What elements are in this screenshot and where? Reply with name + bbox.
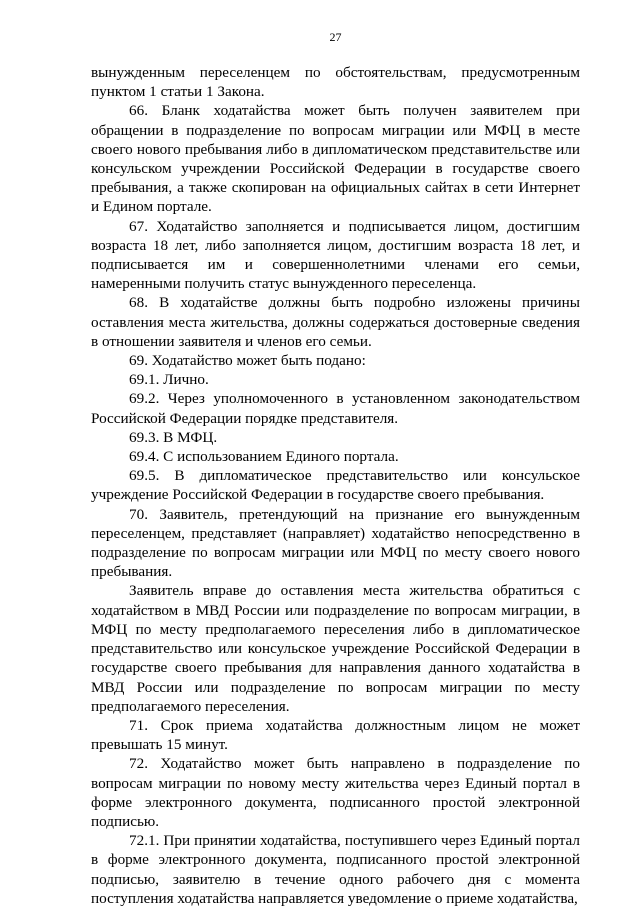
paragraph-72-1: 72.1. При принятии ходатайства, поступившего через Единый портал в форме электронного документа, подписанного простой электронной подписью, заявителю в течение одного рабочего дня с момента поступления ходатайства направляется уведомление о приеме ходатайства, — [91, 832, 580, 907]
paragraph-72: 72. Ходатайство может быть направлено в подразделение по вопросам миграции по новому месту жительства через Единый портал в форме электронного документа, подписанного простой электронной подписью. — [91, 755, 580, 830]
paragraph-69-5: 69.5. В дипломатическое представительство или консульское учреждение Российской Федерации в государстве своего пребывания. — [91, 467, 580, 504]
paragraph-69-1: 69.1. Лично. — [129, 371, 209, 389]
page-number: 27 — [329, 30, 342, 44]
paragraph: вынужденным переселенцем по обстоятельствам, предусмотренным пунктом 1 статьи 1 Закона. — [91, 64, 580, 101]
paragraph-69-3: 69.3. В МФЦ. — [129, 428, 218, 446]
paragraph-70: 70. Заявитель, претендующий на признание его вынужденным переселенцем, представляет (направляет) ходатайство непосредственно в подразделение по вопросам миграции или МФЦ по месту своего нового пребывания. — [91, 505, 580, 581]
paragraph-66: 66. Бланк ходатайства может быть получен заявителем при обращении в подразделение по вопросам миграции или МФЦ в месте своего нового пребывания либо в дипломатическом представительстве или консульском учреждении Российской Федерации в государстве своего пребывания, а также скопирован на официальных сайтах в сети Интернет и Едином портале. — [91, 102, 580, 216]
paragraph-69: 69. Ходатайство может быть подано: — [129, 352, 366, 370]
paragraph-70-continued: Заявитель вправе до оставления места жительства обратиться с ходатайством в МВД России или подразделение по вопросам миграции, в МФЦ по месту предполагаемого переселения либо в дипломатическое представительство или консульское учреждение Российской Федерации в государстве своего пребывания для направления данного ходатайства в МВД России или подразделение по вопросам миграции по месту предполагаемого переселения. — [91, 582, 580, 715]
document-body — [91, 63, 580, 908]
paragraph-67: 67. Ходатайство заполняется и подписывается лицом, достигшим возраста 18 лет, либо заполняется лицом, достигшим возраста 18 лет, и подписывается им и совершеннолетними членами его семьи, намеренными получить статус вынужденного переселенца. — [91, 217, 580, 293]
paragraph-69-2: 69.2. Через уполномоченного в установленном законодательством Российской Федерации порядке представителя. — [91, 390, 580, 427]
paragraph-69-4: 69.4. С использованием Единого портала. — [129, 448, 399, 466]
paragraph-68: 68. В ходатайстве должны быть подробно изложены причины оставления места жительства, должны содержаться достоверные сведения в отношении заявителя и членов его семьи. — [91, 294, 580, 350]
paragraph-71: 71. Срок приема ходатайства должностным лицом не может превышать 15 минут. — [91, 716, 580, 754]
